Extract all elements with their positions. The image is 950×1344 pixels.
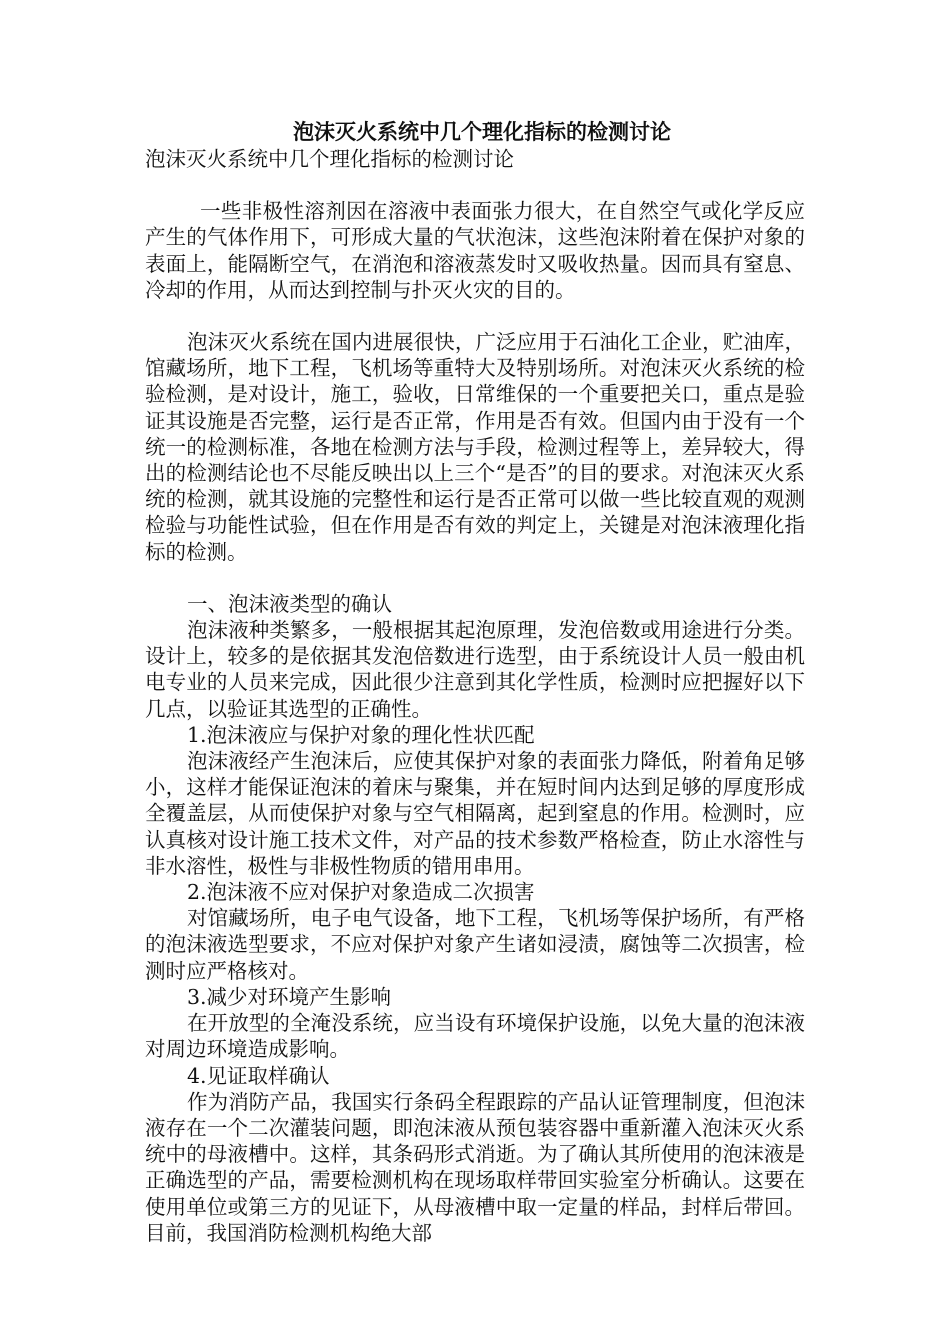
blank-line bbox=[145, 565, 805, 591]
subsection-heading: 3.减少对环境产生影响 bbox=[187, 984, 392, 1009]
subsection-heading: 1.泡沫液应与保护对象的理化性状匹配 bbox=[187, 722, 535, 747]
document-title: 泡沫灭火系统中几个理化指标的检测讨论 bbox=[293, 119, 671, 144]
blank-line bbox=[145, 303, 805, 329]
section-paragraph: 泡沫液种类繁多，一般根据其起泡原理，发泡倍数或用途进行分类。设计上，较多的是依据其发泡倍数进行选型，由于系统设计人员一般由机电专业的人员来完成，因此很少注意到其化学性质，检测时应把握好以下几点，以验证其选型的正确性。 bbox=[145, 618, 805, 721]
document-body bbox=[145, 118, 805, 1246]
overview-paragraph: 泡沫灭火系统在国内进展很快，广泛应用于石油化工企业，贮油库，馆藏场所，地下工程，飞机场等重特大及特别场所。对泡沫灭火系统的检验检测，是对设计，施工，验收，日常维保的一个重要把关口，重点是验证其设施是否完整，运行是否正常，作用是否有效。但国内由于没有一个统一的检测标准，各地在检测方法与手段，检测过程等上，差异较大，得出的检测结论也不尽能反映出以上三个“是否”的目的要求。对泡沫灭火系统的检测，就其设施的完整性和运行是否正常可以做一些比较直观的观测检验与功能性试验，但在作用是否有效的判定上，关键是对泡沫液理化指标的检测。 bbox=[145, 330, 805, 564]
document-subtitle: 泡沫灭火系统中几个理化指标的检测讨论 bbox=[145, 147, 514, 171]
intro-paragraph: 一些非极性溶剂因在溶液中表面张力很大，在自然空气或化学反应产生的气体作用下，可形成大量的气状泡沫，这些泡沫附着在保护对象的表面上，能隔断空气，在消泡和溶液蒸发时又吸收热量。因而具有窒息、冷却的作用，从而达到控制与扑灭火灾的目的。 bbox=[145, 199, 805, 302]
subsection-heading: 2.泡沫液不应对保护对象造成二次损害 bbox=[187, 880, 535, 905]
subsection-paragraph: 泡沫液经产生泡沫后，应使其保护对象的表面张力降低，附着角足够小，这样才能保证泡沫的着床与聚集，并在短时间内达到足够的厚度形成全覆盖层，从而使保护对象与空气相隔离，起到窒息的作用。检测时，应认真核对设计施工技术文件，对产品的技术参数严格检查，防止水溶性与非水溶性，极性与非极性物质的错用串用。 bbox=[145, 749, 805, 878]
subsection-heading: 4.见证取样确认 bbox=[187, 1063, 330, 1088]
subsection-paragraph: 在开放型的全淹没系统，应当设有环境保护设施，以免大量的泡沫液对周边环境造成影响。 bbox=[145, 1011, 805, 1062]
subsection-paragraph: 作为消防产品，我国实行条码全程跟踪的产品认证管理制度，但泡沫液存在一个二次灌装问题，即泡沫液从预包装容器中重新灌入泡沫灭火系统中的母液槽中。这样，其条码形式消逝。为了确认其所使用的泡沫液是正确选型的产品，需要检测机构在现场取样带回实验室分析确认。这要在使用单位或第三方的见证下，从母液槽中取一定量的样品，封样后带回。目前，我国消防检测机构绝大部 bbox=[145, 1089, 805, 1245]
subsection-paragraph: 对馆藏场所，电子电气设备，地下工程，飞机场等保护场所，有严格的泡沫液选型要求，不应对保护对象产生诸如浸渍，腐蚀等二次损害，检测时应严格核对。 bbox=[145, 906, 805, 983]
blank-line bbox=[145, 172, 805, 198]
section-heading: 一、泡沫液类型的确认 bbox=[187, 591, 392, 616]
